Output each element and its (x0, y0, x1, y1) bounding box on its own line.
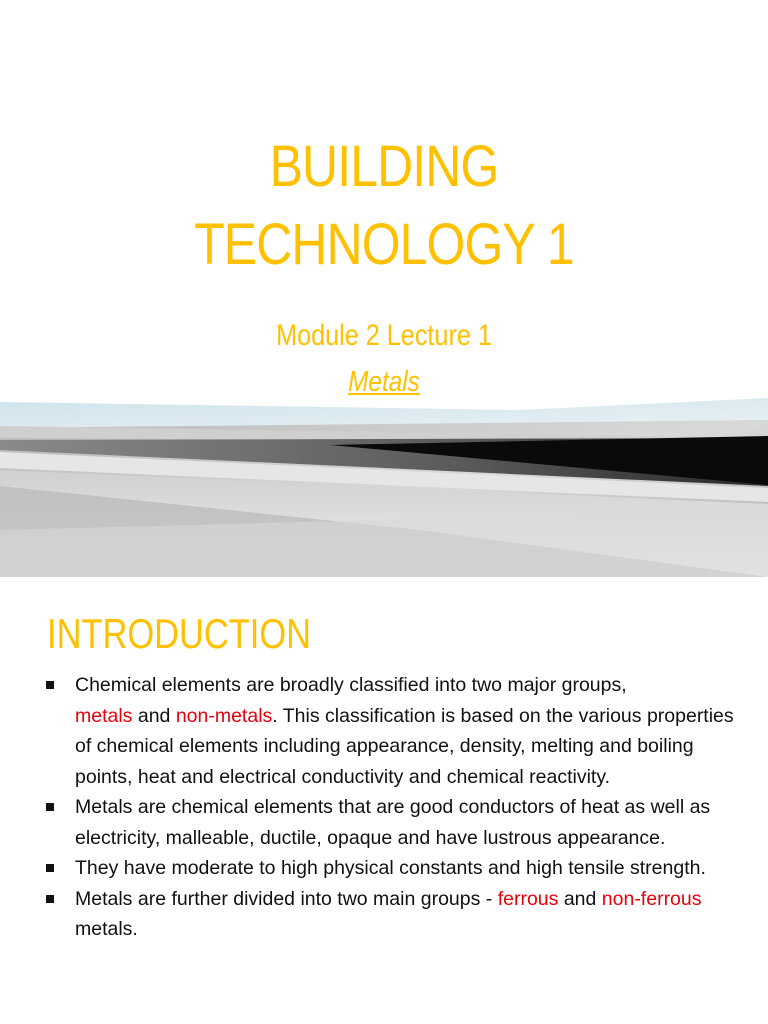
term-non-metals: non-metals (175, 704, 273, 727)
bullet-text-3: They have moderate to high physical constants and high tensile strength. (75, 857, 706, 879)
term-metals: metals (75, 704, 133, 727)
introduction-heading: INTRODUCTION (47, 610, 312, 657)
bullet-text-1c: . This classification is based on the various properties of chemical elements including appearance, density, melting and boiling points, heat and electrical conductivity and chemical reactivity. (75, 704, 734, 788)
square-bullet-icon (46, 681, 54, 689)
term-non-ferrous: non-ferrous (601, 887, 702, 910)
bullet-text-2: Metals are chemical elements that are good conductors of heat as well as electricity, malleable, ductile, opaque and have lustrous appearance. (75, 796, 711, 849)
square-bullet-icon (46, 803, 54, 811)
bullet-list (46, 670, 746, 945)
introduction-slide (0, 577, 768, 1024)
title-line-2: TECHNOLOGY 1 (194, 212, 574, 277)
square-bullet-icon (46, 864, 54, 872)
bullet-text-4b: and (558, 887, 602, 910)
title-line-1: BUILDING (269, 134, 499, 199)
subtitle-topic: Metals (348, 366, 420, 398)
term-ferrous: ferrous (497, 887, 559, 910)
bullet-item (46, 853, 746, 884)
bullet-item (46, 670, 746, 792)
decorative-band (0, 390, 768, 577)
bullet-text-4c: metals. (75, 918, 138, 940)
bullet-text-1b: and (132, 704, 176, 727)
bullet-item (46, 792, 746, 853)
bullet-text-1a: Chemical elements are broadly classified into two major groups, (75, 674, 627, 696)
bullet-item (46, 884, 746, 945)
subtitle-module: Module 2 Lecture 1 (276, 319, 492, 352)
bullet-text-4a: Metals are further divided into two main groups - (75, 887, 498, 910)
square-bullet-icon (46, 895, 54, 903)
